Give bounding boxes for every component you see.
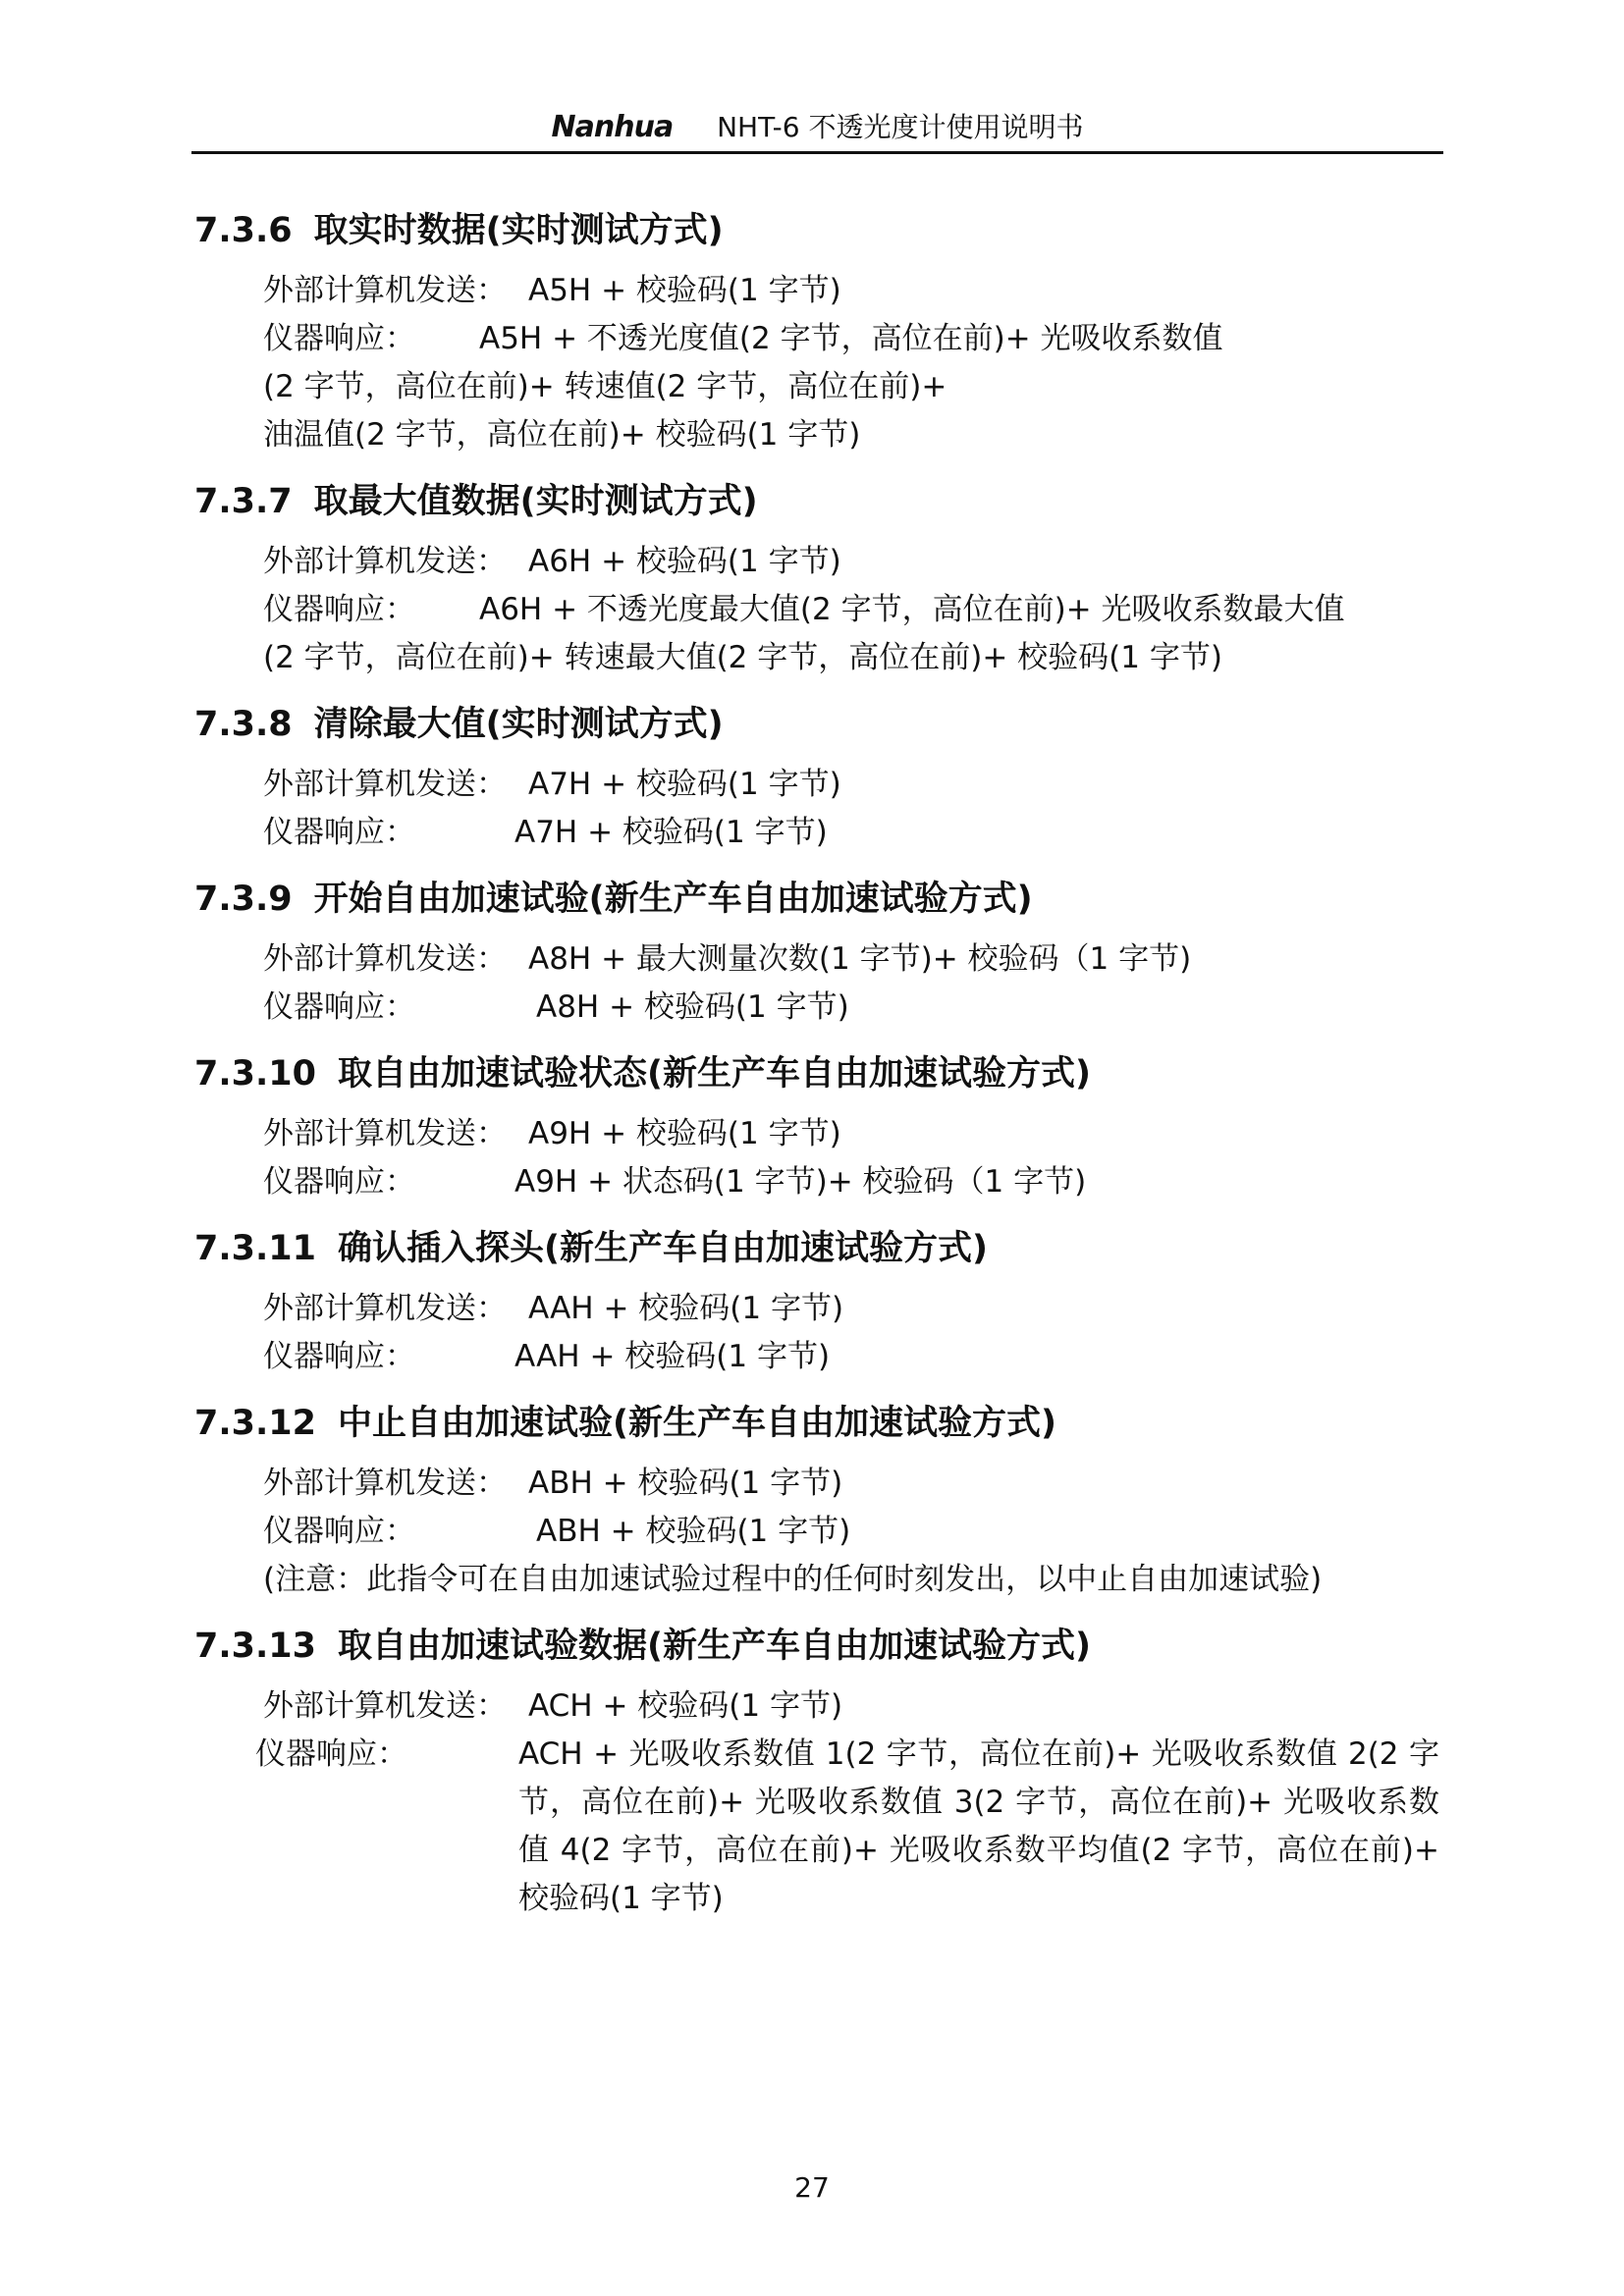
page-number: 27 [794, 2171, 830, 2204]
note-line: (注意：此指令可在自由加速试验过程中的任何时刻发出，以中止自由加速试验) [263, 1562, 1323, 1597]
header-row [191, 112, 1443, 143]
nanhua-logo: Nanhua [551, 110, 674, 144]
document-title: NHT-6 不透光度计使用说明书 [717, 111, 1084, 143]
section-heading: 7.3.10 取自由加速试验状态(新生产车自由加速试验方式) [194, 1054, 1092, 1094]
section-7-3-6 [194, 208, 1451, 459]
send-line: 外部计算机发送： A9H + 校验码(1 字节) [263, 1116, 841, 1151]
section-7-3-11 [194, 1226, 1451, 1381]
section-heading: 7.3.11 确认插入探头(新生产车自由加速试验方式) [194, 1229, 989, 1268]
response-line: 仪器响应： A5H + 不透光度值(2 字节，高位在前)+ 光吸收系数值 [263, 321, 1223, 356]
response-line-2: (2 字节，高位在前)+ 转速最大值(2 字节，高位在前)+ 校验码(1 字节) [263, 640, 1222, 675]
section-7-3-9 [194, 877, 1451, 1032]
send-line: 外部计算机发送： A8H + 最大测量次数(1 字节)+ 校验码（1 字节) [263, 941, 1192, 977]
send-line: 外部计算机发送： ACH + 校验码(1 字节) [263, 1688, 843, 1724]
response-label: 仪器响应： [255, 1736, 407, 1772]
section-heading: 7.3.9 开始自由加速试验(新生产车自由加速试验方式) [194, 880, 1033, 919]
response-line: 仪器响应： AAH + 校验码(1 字节) [263, 1339, 831, 1374]
send-line: 外部计算机发送： A7H + 校验码(1 字节) [263, 767, 841, 802]
section-heading: 7.3.13 取自由加速试验数据(新生产车自由加速试验方式) [194, 1627, 1092, 1666]
section-7-3-8 [194, 702, 1451, 857]
page-content [194, 208, 1451, 1943]
send-line: 外部计算机发送： A5H + 校验码(1 字节) [263, 273, 841, 308]
send-line: 外部计算机发送： AAH + 校验码(1 字节) [263, 1291, 844, 1326]
section-heading: 7.3.8 清除最大值(实时测试方式) [194, 705, 724, 744]
response-line: 仪器响应： ABH + 校验码(1 字节) [263, 1514, 851, 1549]
response-line-3: 油温值(2 字节，高位在前)+ 校验码(1 字节) [263, 417, 861, 453]
section-heading: 7.3.12 中止自由加速试验(新生产车自由加速试验方式) [194, 1404, 1057, 1443]
response-line-2: (2 字节，高位在前)+ 转速值(2 字节，高位在前)+ [263, 369, 947, 404]
send-line: 外部计算机发送： A6H + 校验码(1 字节) [263, 544, 841, 579]
page-header [191, 106, 1443, 154]
response-block [255, 1731, 1451, 1923]
response-line: 仪器响应： A9H + 状态码(1 字节)+ 校验码（1 字节) [263, 1164, 1087, 1200]
section-7-3-13 [194, 1624, 1451, 1923]
section-heading: 7.3.6 取实时数据(实时测试方式) [194, 211, 724, 250]
send-line: 外部计算机发送： ABH + 校验码(1 字节) [263, 1466, 843, 1501]
response-text: ACH + 光吸收系数值 1(2 字节，高位在前)+ 光吸收系数值 2(2 字节，高位在前)+ 光吸收系数值 3(2 字节，高位在前)+ 光吸收系数值 4(2 字节，高位在前)+ 光吸收系数平均值(2 字节，高位在前)+ 校验码(1 字节) [518, 1736, 1439, 1916]
response-line: 仪器响应： A7H + 校验码(1 字节) [263, 815, 828, 850]
response-line: 仪器响应： A6H + 不透光度最大值(2 字节，高位在前)+ 光吸收系数最大值 [263, 592, 1345, 627]
section-7-3-10 [194, 1051, 1451, 1206]
section-7-3-12 [194, 1401, 1451, 1604]
response-line: 仪器响应： A8H + 校验码(1 字节) [263, 989, 849, 1025]
section-heading: 7.3.7 取最大值数据(实时测试方式) [194, 482, 758, 521]
section-7-3-7 [194, 479, 1451, 682]
